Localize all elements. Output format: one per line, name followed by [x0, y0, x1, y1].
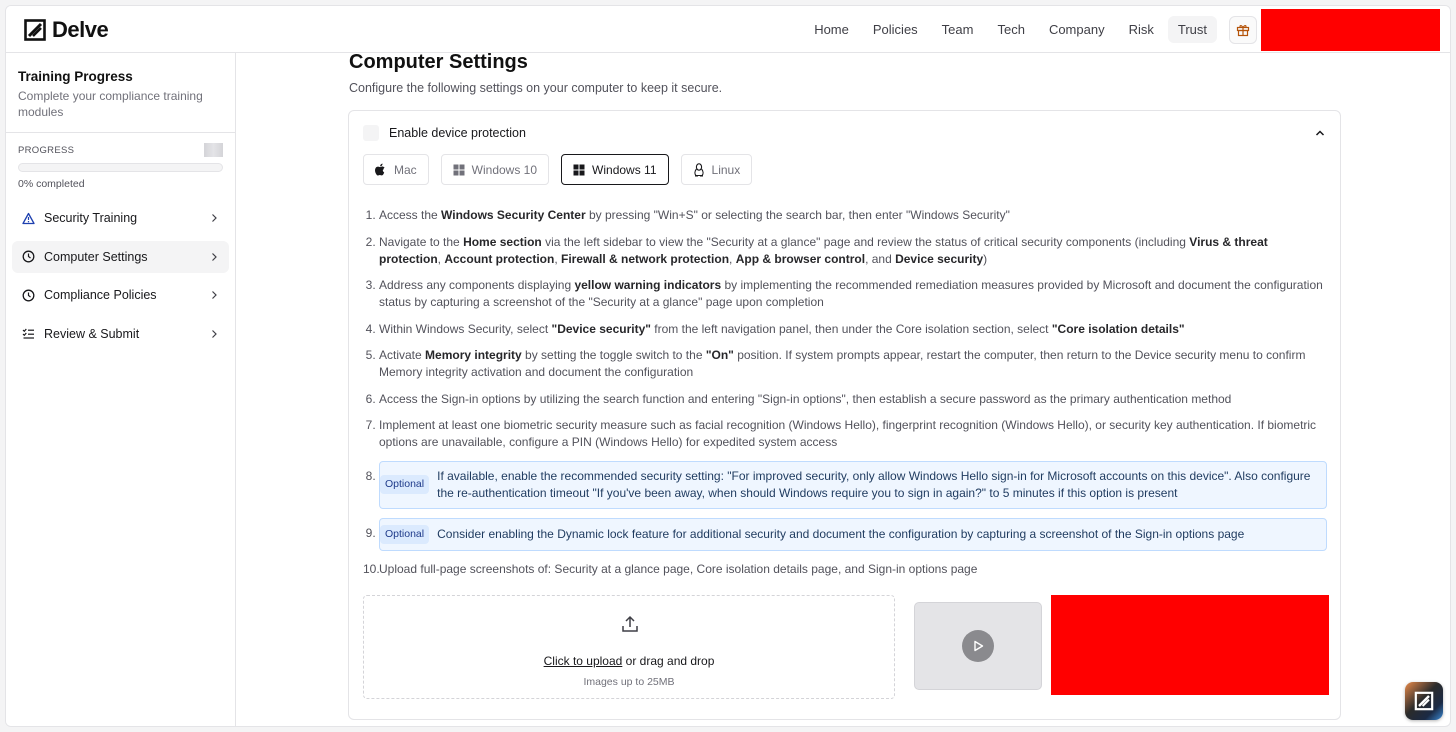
chevron-up-icon[interactable]: [1314, 127, 1326, 139]
tab-windows-10[interactable]: [441, 154, 549, 185]
list-item: 7. Implement at least one biometric security measure such as facial recognition (Windows Hello), fingerprint recognition (Windows Hello), or security key authentication. If biometric options are unavailable, configure a PIN (Windows Hello) for expedited system access: [365, 418, 1317, 449]
list-item: 9. Optional Consider enabling the Dynamic lock feature for additional security and document the configuration by capturing a screenshot of the Sign-in options page: [363, 518, 1327, 551]
checklist-icon: [22, 327, 35, 340]
tab-windows-11[interactable]: [561, 154, 668, 185]
app-window: [5, 5, 1451, 727]
sidebar-item-label: Computer Settings: [44, 249, 148, 264]
chevron-right-icon: [209, 252, 219, 262]
clock-icon: [22, 289, 35, 302]
warning-triangle-icon: [22, 212, 35, 225]
list-item: 1. Access the Windows Security Center by pressing "Win+S" or selecting the search bar, then enter "Windows Security": [365, 208, 1010, 222]
tab-linux[interactable]: [681, 154, 753, 185]
windows-icon: [453, 164, 465, 176]
optional-step: Optional Consider enabling the Dynamic lock feature for additional security and document the configuration by capturing a screenshot of the Sign-in options page: [379, 518, 1327, 551]
os-tabs: [363, 154, 752, 185]
tab-label: Mac: [394, 162, 417, 177]
sidebar-item-compliance-policies[interactable]: [12, 279, 229, 311]
delve-logo-icon: [24, 19, 46, 41]
card-title: Enable device protection: [389, 126, 526, 140]
list-item: 3. Address any components displaying yellow warning indicators by implementing the recommended remediation measures provided by Microsoft and document the configuration status by capturing a screenshot of the "Security at a glance" page upon completion: [365, 278, 1323, 309]
linux-penguin-icon: [693, 163, 705, 177]
sidebar-title: Training Progress: [18, 69, 133, 84]
blurred-value: [204, 143, 223, 157]
progress-bar: [18, 163, 223, 172]
list-item: 6. Access the Sign-in options by utilizing the search function and entering "Sign-in options", then establish a secure password as the primary authentication method: [365, 391, 1232, 406]
sidebar: [6, 53, 236, 727]
brand-name: Delve: [52, 17, 109, 42]
clock-icon: [22, 250, 35, 263]
main-nav: [802, 6, 1450, 53]
tab-label: Windows 10: [471, 162, 538, 177]
enable-protection-checkbox[interactable]: [363, 125, 379, 141]
progress-text: 0% completed: [18, 178, 85, 190]
nav-team[interactable]: Team: [941, 22, 974, 37]
gift-button[interactable]: [1229, 16, 1257, 44]
example-video-thumbnail[interactable]: [914, 602, 1042, 690]
sidebar-item-computer-settings[interactable]: [12, 241, 229, 273]
sidebar-item-label: Compliance Policies: [44, 288, 157, 302]
brand-logo[interactable]: [24, 17, 108, 43]
list-item: 2. Navigate to the Home section via the left sidebar to view the "Security at a glance" page and review the status of critical security components (including Virus & threat protection, Account protection, Firewall & network protection, App & browser control, and Device security): [365, 234, 1268, 266]
list-item: 5. Activate Memory integrity by setting the toggle switch to the "On" position. If system prompts appear, restart the computer, then return to the Device security menu to confirm Memory integrity activation and document the configuration: [365, 348, 1306, 379]
sidebar-subtitle: Complete your compliance training modules: [18, 89, 203, 119]
nav-risk[interactable]: Risk: [1128, 22, 1154, 37]
upload-dropzone[interactable]: [363, 595, 895, 699]
tab-label: Linux: [711, 162, 741, 177]
apple-icon: [375, 163, 387, 176]
device-protection-card: [348, 110, 1341, 720]
assistant-launcher-button[interactable]: [1405, 682, 1443, 720]
gift-icon: [1236, 23, 1250, 37]
upload-text: Click to upload or drag and drop: [543, 654, 715, 668]
sidebar-item-security-training[interactable]: [12, 202, 229, 234]
windows-icon: [573, 164, 585, 176]
chevron-right-icon: [209, 290, 219, 300]
optional-step: Optional If available, enable the recommended security setting: "For improved security, only allow Windows Hello sign-in for Microsoft accounts on this device". Also configure the re-authentication timeout "If you've been away, when should Windows require you to sign in again?" to 5 minutes if this option is present: [379, 461, 1327, 509]
main-content[interactable]: [237, 53, 1451, 727]
instruction-steps: [363, 207, 1327, 587]
play-icon: [971, 639, 985, 653]
redacted-block: [1261, 9, 1440, 51]
optional-badge: Optional: [380, 475, 429, 494]
sidebar-nav: [6, 190, 235, 368]
list-item: 8. Optional If available, enable the recommended security setting: "For improved security, only allow Windows Hello sign-in for Microsoft accounts on this device". Also configure the re-authentication timeout "If you've been away, when should Windows require you to sign in again?" to 5 minutes if this option is present: [363, 461, 1327, 509]
sidebar-item-label: Security Training: [44, 211, 138, 225]
nav-company[interactable]: Company: [1048, 22, 1105, 37]
progress-label: PROGRESS: [18, 144, 75, 156]
card-header[interactable]: [363, 125, 526, 141]
nav-trust[interactable]: Trust: [1168, 16, 1217, 43]
nav-home[interactable]: Home: [814, 22, 849, 37]
sidebar-item-review-submit[interactable]: [12, 318, 229, 350]
top-navbar: [6, 6, 1450, 53]
nav-tech[interactable]: Tech: [997, 22, 1025, 37]
redacted-block: [1051, 595, 1329, 695]
click-to-upload-link[interactable]: Click to upload: [543, 654, 623, 668]
upload-icon: [620, 614, 640, 634]
upload-hint: Images up to 25MB: [583, 676, 675, 688]
list-item: 4. Within Windows Security, select "Device security" from the left navigation panel, then under the Core isolation section, select "Core isolation details": [365, 321, 1185, 336]
tab-label: Windows 11: [592, 162, 657, 177]
nav-policies[interactable]: Policies: [872, 22, 918, 37]
list-item: 10. Upload full-page screenshots of: Security at a glance page, Core isolation details page, and Sign-in options page: [363, 561, 978, 576]
page-subtitle: Configure the following settings on your computer to keep it secure.: [349, 81, 723, 95]
delve-logo-icon: [1414, 691, 1434, 711]
sidebar-header: [6, 53, 235, 133]
play-button[interactable]: [962, 630, 994, 662]
chevron-right-icon: [209, 329, 219, 339]
page-title: Computer Settings: [349, 53, 528, 73]
chevron-right-icon: [209, 213, 219, 223]
progress-section: [6, 133, 235, 190]
sidebar-item-label: Review & Submit: [44, 326, 140, 341]
tab-mac[interactable]: [363, 154, 429, 185]
optional-badge: Optional: [380, 525, 429, 544]
